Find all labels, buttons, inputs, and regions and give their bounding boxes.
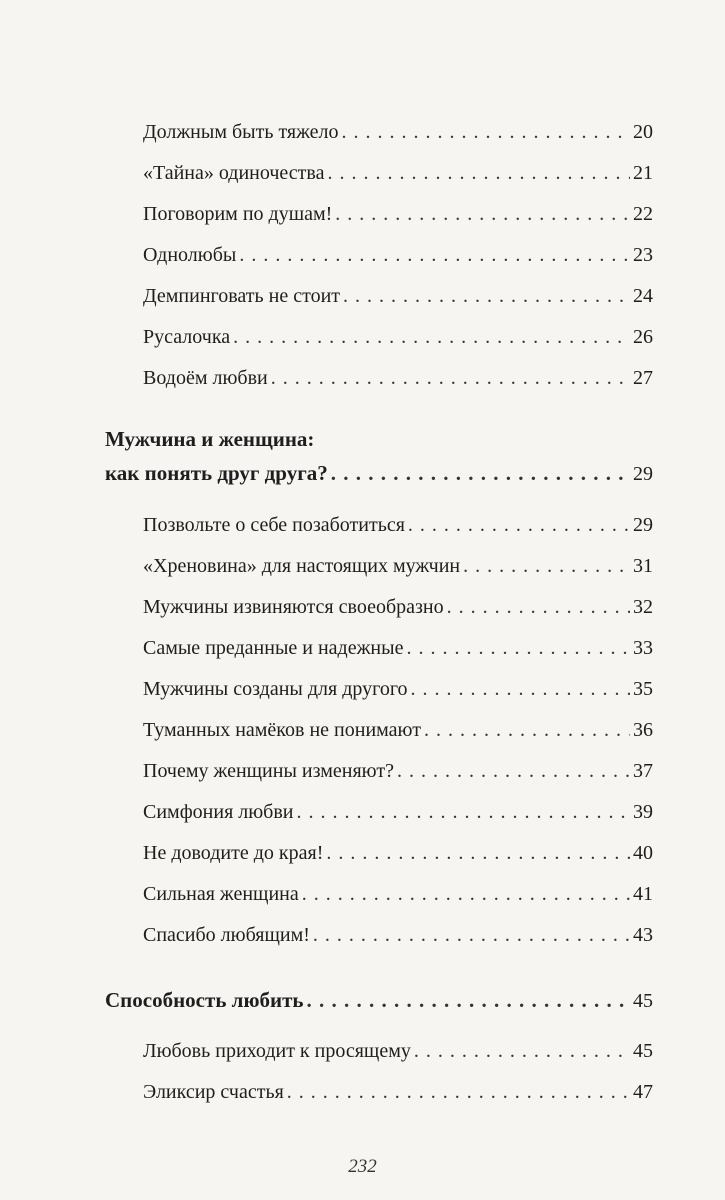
toc-entry-title: Мужчины созданы для другого <box>143 678 408 700</box>
toc-entry-title: Позвольте о себе позаботиться <box>143 514 405 536</box>
toc-entry-title: Демпинговать не стоит <box>143 285 341 307</box>
toc-section-title: Способность любить <box>105 988 304 1012</box>
toc-entry[interactable] <box>143 800 653 824</box>
toc-section-page: 29 <box>633 463 653 485</box>
toc-entry-page: 23 <box>633 244 653 266</box>
toc-entry[interactable] <box>143 677 653 701</box>
toc-section-heading-line1[interactable]: Мужчина и женщина: <box>105 427 315 451</box>
toc-entry-page: 47 <box>633 1081 653 1103</box>
toc-leader-dots <box>307 988 630 1012</box>
toc-entry[interactable] <box>143 120 653 144</box>
toc-entry[interactable] <box>143 1039 653 1063</box>
toc-entry[interactable] <box>143 718 653 742</box>
toc-leader-dots <box>343 284 630 308</box>
toc-entry-title: Сильная женщина <box>143 883 299 905</box>
toc-entry[interactable] <box>143 284 653 308</box>
toc-section-page: 45 <box>633 990 653 1012</box>
toc-section-entry[interactable] <box>105 988 653 1013</box>
toc-entry-title: Должным быть тяжело <box>143 121 339 143</box>
toc-entry-page: 40 <box>633 842 653 864</box>
toc-entry[interactable] <box>143 366 653 390</box>
toc-entry-title: Спасибо любящим! <box>143 924 310 946</box>
toc-entry-page: 36 <box>633 719 653 741</box>
toc-entry[interactable] <box>143 202 653 226</box>
toc-entry[interactable] <box>143 595 653 619</box>
toc-entry[interactable] <box>143 882 653 906</box>
toc-entry-page: 41 <box>633 883 653 905</box>
toc-entry-page: 33 <box>633 637 653 659</box>
toc-entry-title: Русалочка <box>143 326 231 348</box>
toc-entry-title: Симфония любви <box>143 801 294 823</box>
toc-entry[interactable] <box>143 1080 653 1104</box>
toc-entry[interactable] <box>143 243 653 267</box>
toc-entry[interactable] <box>143 325 653 349</box>
toc-leader-dots <box>335 202 630 226</box>
toc-entry-title: Однолюбы <box>143 244 237 266</box>
toc-leader-dots <box>408 513 630 537</box>
toc-leader-dots <box>287 1080 630 1104</box>
toc-leader-dots <box>331 461 630 485</box>
toc-leader-dots <box>406 636 630 660</box>
toc-entry-page: 45 <box>633 1040 653 1062</box>
toc-entry-page: 20 <box>633 121 653 143</box>
toc-leader-dots <box>463 554 630 578</box>
toc-leader-dots <box>297 800 630 824</box>
toc-entry-title: Поговорим по душам! <box>143 203 333 225</box>
toc-entry-page: 35 <box>633 678 653 700</box>
toc-leader-dots <box>327 161 630 185</box>
toc-leader-dots <box>233 325 630 349</box>
toc-entry-title: «Хреновина» для настоящих мужчин <box>143 555 461 577</box>
toc-entry[interactable] <box>143 554 653 578</box>
toc-entry-title: Самые преданные и надежные <box>143 637 404 659</box>
toc-entry-page: 39 <box>633 801 653 823</box>
toc-entry-title: Эликсир счастья <box>143 1081 284 1103</box>
toc-entry-page: 31 <box>633 555 653 577</box>
toc-entry-page: 24 <box>633 285 653 307</box>
toc-entry[interactable] <box>143 841 653 865</box>
toc-leader-dots <box>414 1039 630 1063</box>
toc-entry[interactable] <box>143 161 653 185</box>
toc-entry-page: 27 <box>633 367 653 389</box>
toc-leader-dots <box>447 595 630 619</box>
toc-entry[interactable] <box>143 513 653 537</box>
toc-entry-title: Не доводите до края! <box>143 842 324 864</box>
toc-entry-title: Любовь приходит к просящему <box>143 1040 411 1062</box>
toc-section-title: как понять друг друга? <box>105 461 328 485</box>
toc-entry-page: 37 <box>633 760 653 782</box>
toc-leader-dots <box>302 882 630 906</box>
toc-entry-title: Водоём любви <box>143 367 268 389</box>
toc-leader-dots <box>313 923 630 947</box>
toc-entry-page: 43 <box>633 924 653 946</box>
toc-entry-title: Почему женщины изменяют? <box>143 760 394 782</box>
toc-leader-dots <box>424 718 630 742</box>
toc-entry-page: 32 <box>633 596 653 618</box>
toc-entry[interactable] <box>143 923 653 947</box>
toc-leader-dots <box>271 366 630 390</box>
toc-leader-dots <box>397 759 630 783</box>
toc-section-entry[interactable] <box>105 461 653 486</box>
toc-leader-dots <box>239 243 630 267</box>
toc-entry-page: 22 <box>633 203 653 225</box>
toc-entry-page: 29 <box>633 514 653 536</box>
toc-entry-page: 21 <box>633 162 653 184</box>
toc-leader-dots <box>342 120 630 144</box>
toc-entry-page: 26 <box>633 326 653 348</box>
toc-entry-title: «Тайна» одиночества <box>143 162 325 184</box>
toc-entry-title: Мужчины извиняются своеобразно <box>143 596 444 618</box>
toc-leader-dots <box>411 677 630 701</box>
toc-leader-dots <box>326 841 630 865</box>
toc-entry-title: Туманных намёков не понимают <box>143 719 421 741</box>
toc-entry[interactable] <box>143 636 653 660</box>
page-number: 232 <box>348 1156 377 1177</box>
toc-entry[interactable] <box>143 759 653 783</box>
